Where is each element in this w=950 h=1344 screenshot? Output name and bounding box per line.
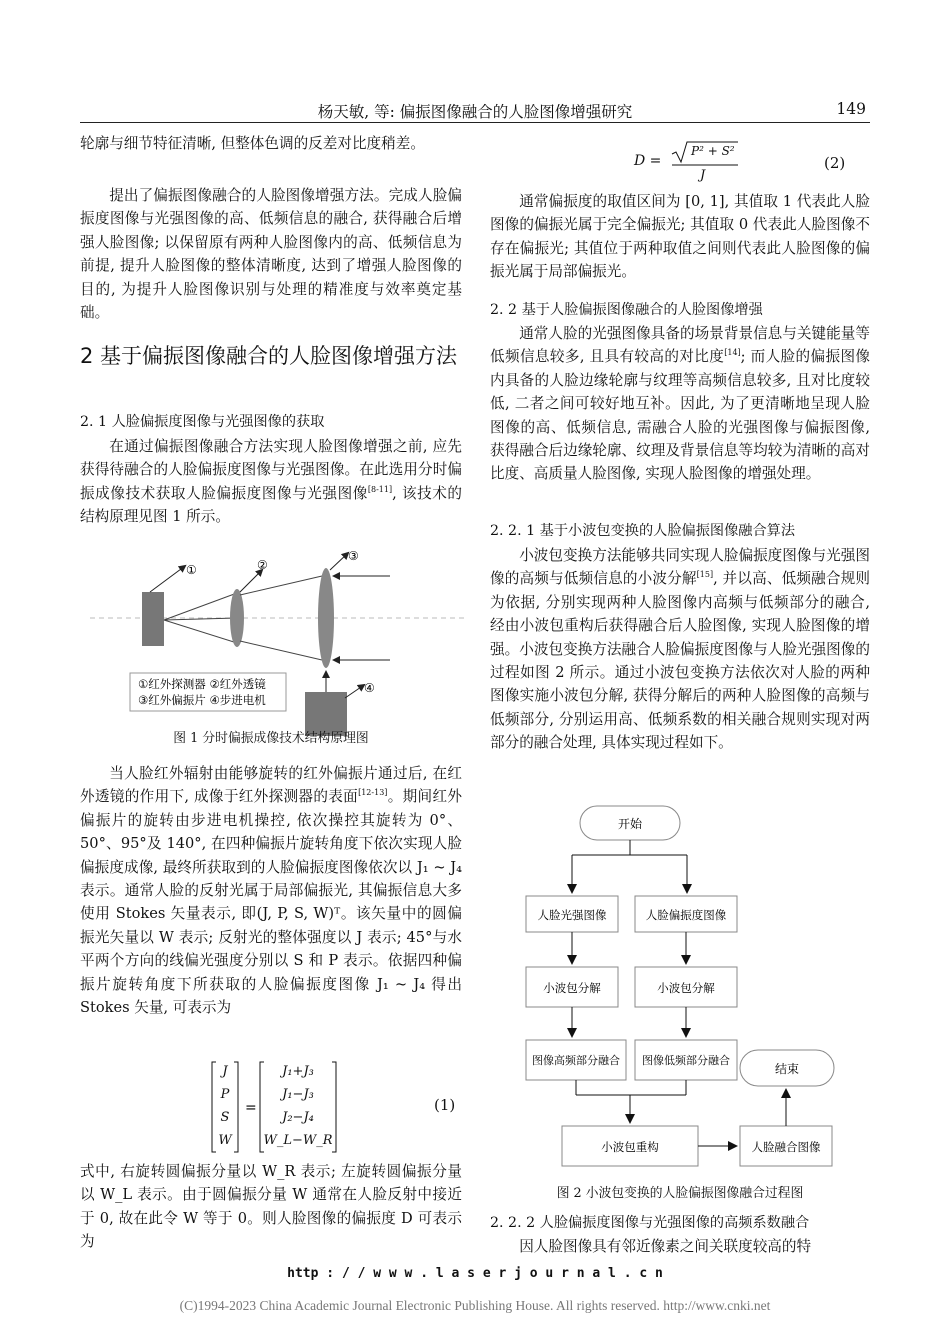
right-paragraph-8: 小波包变换方法能够共同实现人脸偏振度图像与光强图像的高频与低频信息的小波分解[15], 并以高、低频融合规则为依据, 分别实现两种人脸图像内高频与低频部分的融合, 经由小波包重构后获得融合后人脸图像, 实现人脸图像的增强。小波包变换方法融合人脸偏振度图像与人脸光强图像的过程如图 2 所示。通过小波包变换方法依次对人脸的两种图像实施小波包分解, 获得分解后的两种人脸图像的高频与低频部分, 分别运用高、低频系数的相关融合规则实现对两部分的融合处理, 具体实现过程如下。: [490, 547, 870, 752]
fused-image-label: 人脸融合图像: [751, 1140, 821, 1154]
copyright-line: (C)1994-2023 China Academic Journal Electronic Publishing House. All rights reserved. http://www.cnki.net: [179, 1298, 771, 1313]
label-2: ②: [257, 558, 268, 572]
page-number: 149: [836, 100, 866, 118]
equation-1-number: (1): [434, 1096, 456, 1114]
equation-1: [200, 1060, 470, 1156]
figure-2-flowchart: [510, 800, 860, 1178]
label-3: ③: [348, 549, 359, 563]
left-paragraph-3: 在通过偏振图像融合方法实现人脸图像增强之前, 应先获得待融合的人脸偏振度图像与光强图像。在此选用分时偏振成像技术获取人脸偏振度图像与光强图像[8-11], 该技术的结构原理见图 1 所示。: [80, 438, 462, 526]
low-frequency-fusion-label: 图像低频部分融合: [642, 1054, 730, 1067]
figure-1-caption: 图 1 分时偏振成像技术结构原理图: [173, 731, 369, 746]
figure-1-diagram: [90, 540, 470, 740]
ray: [240, 576, 322, 595]
label-1: ①: [186, 563, 197, 577]
equation-2: [620, 140, 870, 186]
right-paragraph-6: 通常偏振度的取值区间为 [0, 1], 其值取 1 代表此人脸图像的偏振光属于完全偏振光; 其值取 0 代表此人脸图像不存在偏振光; 其值位于两种取值之间则代表此人脸图像的偏振光属于局部偏振光。: [490, 193, 870, 281]
infrared-polarizer: [318, 568, 334, 668]
svg-text:=: =: [245, 1100, 257, 1116]
left-paragraph-5: 式中, 右旋转圆偏振分量以 W_R 表示; 左旋转圆偏振分量以 W_L 表示。由于圆偏振分量 W 通常在人脸反射中接近于 0, 故在此令 W 等于 0。则人脸图像的偏振度 D 可表示为: [80, 1163, 462, 1251]
running-title: 杨天敏, 等: 偏振图像融合的人脸图像增强研究: [317, 103, 633, 121]
reconstruction-label: 小波包重构: [601, 1140, 659, 1154]
figure-2-caption: 图 2 小波包变换的人脸偏振图像融合过程图: [556, 1186, 804, 1201]
decomposition-label-2: 小波包分解: [657, 981, 715, 995]
label-arrow-2: [240, 570, 262, 592]
citation-14: [14]: [724, 348, 741, 358]
subsection-2-2-1-heading: 2. 2. 1 基于小波包变换的人脸偏振图像融合算法: [490, 523, 796, 539]
stokes-vector: J P S W: [218, 1064, 232, 1148]
start-label: 开始: [617, 817, 643, 831]
subsection-2-2-heading: 2. 2 基于人脸偏振图像融合的人脸图像增强: [490, 302, 763, 318]
legend-line-1: ①红外探测器 ②红外透镜: [138, 677, 266, 691]
running-header: [80, 96, 870, 123]
left-paragraph-1: 轮廓与细节特征清晰, 但整体色调的反差对比度稍差。: [80, 135, 425, 152]
light-image-label: 人脸光强图像: [537, 908, 607, 922]
label-arrow-3: [330, 553, 348, 570]
high-frequency-fusion-label: 图像高频部分融合: [532, 1054, 620, 1067]
infrared-lens: [230, 589, 244, 647]
citation-8-11: [8-11]: [367, 484, 393, 494]
citation-12-13: [12-13]: [358, 788, 388, 798]
label-arrow-4: [345, 685, 364, 698]
decomposition-label-1: 小波包分解: [543, 981, 601, 995]
subsection-2-2-2-heading: 2. 2. 2 人脸偏振度图像与光强图像的高频系数融合: [490, 1215, 810, 1231]
left-paragraph-4: 当人脸红外辐射由能够旋转的红外偏振片通过后, 在红外透镜的作用下, 成像于红外探测器的表面[12-13]。期间红外偏振片的旋转由步进电机操控, 依次操控其旋转为 0°、50°、95°及 140°, 在四种偏振片旋转角度下依次实现人脸偏振度成像, 最终所获取到的人脸偏振度图像依次以 J₁ ~ J₄ 表示。通常人脸的反射光属于局部偏振光, 其偏振信息大多使用 Stokes 矢量表示, 即(J, P, S, W)ᵀ。该矢量中的圆偏振光矢量以 W 表示; 反射光的整体强度以 J 表示; 45°与水平两个方向的线偏光强度分别以 S 和 P 表示。依据四种偏振片旋转角度下所获取的人脸偏振度图像 J₁ ~ J₄ 得出 Stokes 矢量, 可表示为: [80, 765, 462, 1017]
right-paragraph-9: 因人脸图像具有邻近像素之间关联度较高的特: [519, 1238, 812, 1255]
ray: [164, 593, 237, 620]
label-arrow-1: [150, 566, 185, 592]
citation-15: [15]: [696, 570, 714, 580]
equation-1-brackets: [200, 1060, 470, 1156]
equation-2-numerator: P² + S²: [691, 144, 735, 158]
label-4: ④: [364, 681, 375, 695]
infrared-detector: [142, 592, 164, 646]
end-label: 结束: [774, 1062, 800, 1076]
equation-2-denominator: J: [700, 168, 706, 183]
equation-2-number: (2): [824, 154, 846, 172]
equation-2-lhs: D =: [634, 153, 662, 169]
legend-line-2: ③红外偏振片 ④步进电机: [138, 693, 266, 707]
journal-url: http : / / w w w . l a s e r j o u r n a l . c n: [287, 1266, 663, 1281]
stokes-components: J₁+J₃ J₁−J₃ J₂−J₄ W_L−W_R: [263, 1064, 333, 1148]
right-paragraph-7: 通常人脸的光强图像具备的场景背景信息与关键能量等低频信息较多, 且具有较高的对比度[14]; 而人脸的偏振图像内具备的人脸边缘轮廓与纹理等高频信息较多, 且对比度较低, 二者之间可较好地互补。因此, 为了更清晰地呈现人脸图像的高、低频信息, 需融合人脸的光强图像与偏振图像, 获得融合后边缘轮廓、纹理及背景信息等均较为清晰的高对比度、高质量人脸图像, 实现人脸图像的增强处理。: [490, 325, 871, 483]
polarization-image-label: 人脸偏振度图像: [645, 908, 727, 922]
subsection-2-1-heading: 2. 1 人脸偏振度图像与光强图像的获取: [80, 414, 325, 430]
ray: [240, 641, 322, 660]
section-2-heading: 2 基于偏振图像融合的人脸图像增强方法: [80, 344, 458, 368]
left-paragraph-2: 提出了偏振图像融合的人脸图像增强方法。完成人脸偏振度图像与光强图像的高、低频信息的融合, 获得融合后增强人脸图像; 以保留原有两种人脸图像内的高、低频信息为前提, 提升人脸图像的整体清晰度, 达到了增强人脸图像的目的, 为提升人脸图像识别与处理的精准度与效率奠定基础。: [80, 187, 462, 322]
ray: [164, 620, 237, 643]
